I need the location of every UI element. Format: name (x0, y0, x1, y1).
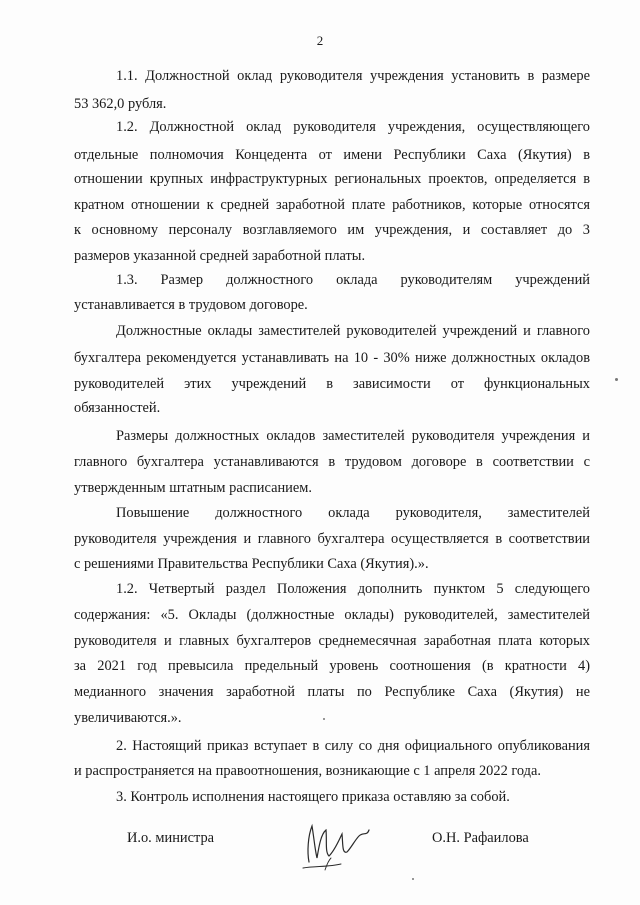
p4-line-2: бухгалтера рекомендуется устанавливать на 10 - 30% ниже должностных окладов (74, 350, 590, 366)
p2-line-6: размеров указанной средней заработной платы. (74, 248, 366, 264)
page-number: 2 (316, 33, 324, 48)
p2-line-1: 1.2. Должностной оклад руководителя учреждения, осуществляющего (116, 119, 590, 135)
signatory-role: И.о. министра (127, 830, 215, 846)
scan-speck (412, 878, 414, 880)
p7-line-5: медианного значения заработной платы по Республике Саха (Якутия) не (74, 684, 590, 700)
p2-line-5: к основному персоналу возглавляемого им учреждения, и составляет до 3 (74, 222, 590, 238)
p4-line-4: обязанностей. (74, 400, 161, 416)
handwritten-signature (295, 812, 375, 874)
p7-line-1: 1.2. Четвертый раздел Положения дополнить пунктом 5 следующего (116, 581, 590, 597)
p1-line-1: 1.1. Должностной оклад руководителя учреждения установить в размере (116, 68, 590, 84)
scan-speck (615, 378, 618, 381)
p4-line-3: руководителей этих учреждений в зависимости от функциональных (74, 376, 590, 392)
p6-line-3: с решениями Правительства Республики Саха (Якутия).». (74, 556, 429, 572)
p2-line-3: отношении крупных инфраструктурных региональных проектов, определяется в (74, 171, 590, 187)
p6-line-2: руководителя учреждения и главного бухгалтера осуществляется в соответствии (74, 531, 590, 547)
p3-line-2: устанавливается в трудовом договоре. (74, 297, 308, 313)
p7-line-3: руководителя и главных бухгалтеров среднемесячная заработная плата которых (74, 633, 590, 649)
p8-line-2: и распространяется на правоотношения, возникающие с 1 апреля 2022 года. (74, 763, 541, 779)
p8-line-1: 2. Настоящий приказ вступает в силу со дня официального опубликования (116, 738, 590, 754)
p5-line-3: утвержденным штатным расписанием. (74, 480, 312, 496)
p9-line-1: 3. Контроль исполнения настоящего приказа оставляю за собой. (116, 789, 510, 805)
p7-line-4: за 2021 год превысила предельный уровень соотношения (в кратности 4) (74, 658, 590, 674)
signatory-name: О.Н. Рафаилова (432, 830, 529, 846)
scan-speck (323, 718, 325, 720)
p2-line-2: отдельные полномочия Концедента от имени Республики Саха (Якутия) в (74, 147, 590, 163)
p2-line-4: кратном отношении к средней заработной плате работников, которые относятся (74, 197, 590, 213)
p4-line-1: Должностные оклады заместителей руководителей учреждений и главного (116, 323, 590, 339)
p6-line-1: Повышение должностного оклада руководителя, заместителей (116, 505, 590, 521)
p5-line-1: Размеры должностных окладов заместителей руководителя учреждения и (116, 428, 590, 444)
p7-line-2: содержания: «5. Оклады (должностные оклады) руководителей, заместителей (74, 607, 590, 623)
p5-line-2: главного бухгалтера устанавливаются в трудовом договоре в соответствии с (74, 454, 590, 470)
p1-line-2: 53 362,0 рубля. (74, 96, 167, 112)
p7-line-6: увеличиваются.». (74, 710, 182, 726)
p3-line-1: 1.3. Размер должностного оклада руководителям учреждений (116, 272, 590, 288)
